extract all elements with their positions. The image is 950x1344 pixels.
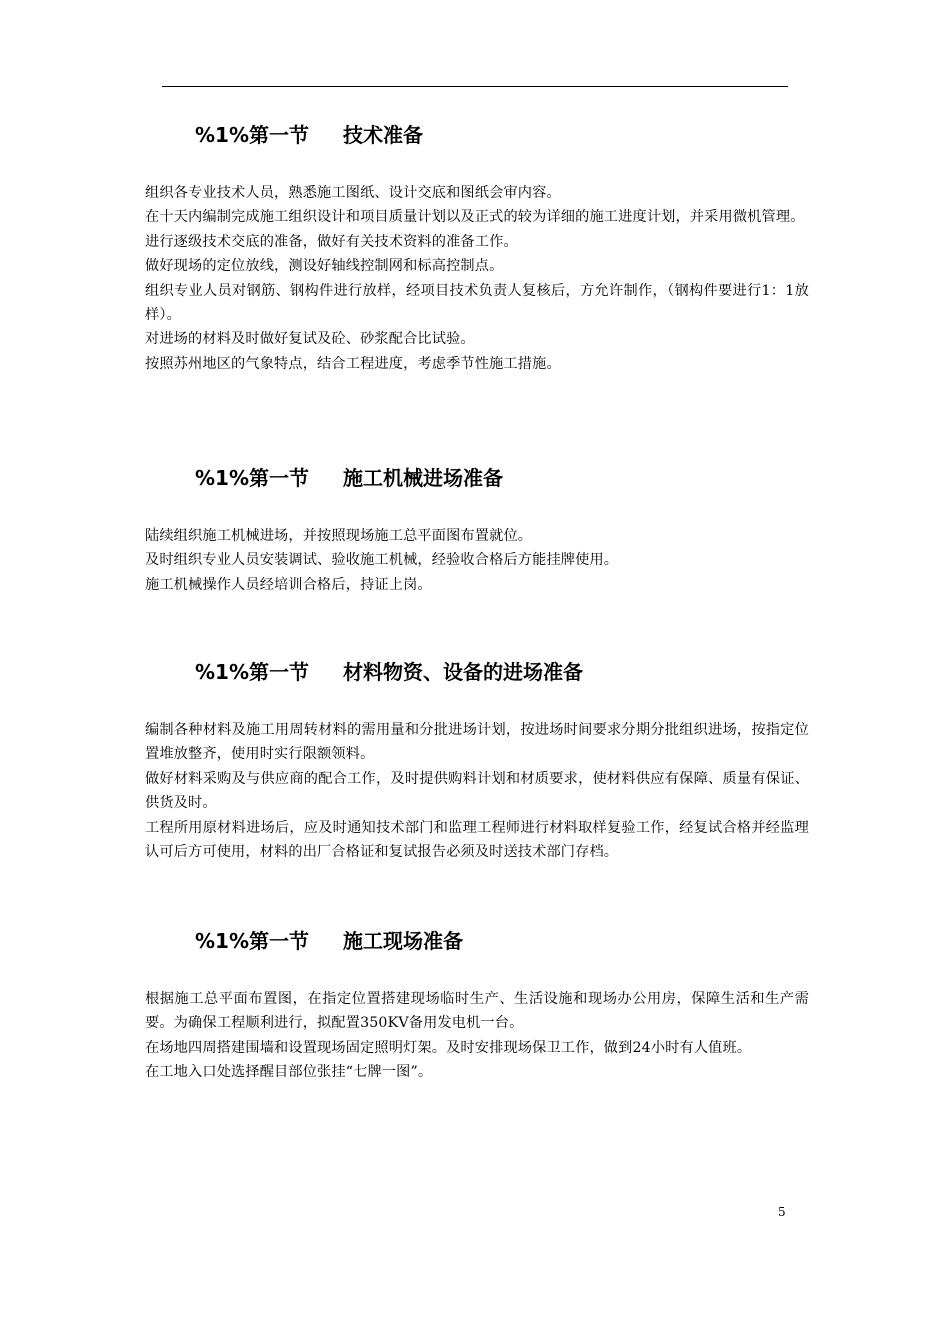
- page-number: 5: [778, 1205, 786, 1219]
- paragraph: 在工地入口处选择醒目部位张挂“七牌一图”。: [145, 1064, 433, 1081]
- heading-prefix: %1%第一节: [195, 929, 309, 953]
- section-heading: [195, 120, 809, 150]
- heading-prefix: %1%第一节: [195, 466, 309, 490]
- paragraph: 按照苏州地区的气象特点，结合工程进度，考虑季节性施工措施。: [145, 355, 561, 372]
- paragraph: 编制各种材料及施工用周转材料的需用量和分批进场计划，按进场时间要求分期分批组织进场，按指定位置堆放整齐，使用时实行限额领料。: [145, 722, 809, 763]
- paragraph: 对进场的材料及时做好复试及砼、砂浆配合比试验。: [145, 331, 475, 348]
- paragraph: 根据施工总平面布置图，在指定位置搭建现场临时生产、生活设施和现场办公用房，保障生活和生产需要。为确保工程顺利进行，拟配置350KV备用发电机一台。: [145, 991, 809, 1032]
- heading-prefix: %1%第一节: [195, 660, 309, 684]
- paragraph: 组织各专业技术人员，熟悉施工图纸、设计交底和图纸会审内容。: [145, 185, 561, 201]
- section-materials-preparation: [145, 657, 809, 864]
- paragraph: 做好材料采购及与供应商的配合工作，及时提供购料计划和材质要求，使材料供应有保障、质量有保证、供货及时。: [145, 770, 809, 812]
- section-heading: [195, 657, 809, 687]
- heading-title: 施工现场准备: [343, 929, 463, 953]
- paragraph: 陆续组织施工机械进场，并按照现场施工总平面图布置就位。: [145, 528, 533, 544]
- paragraph: 做好现场的定位放线，测设好轴线控制网和标高控制点。: [145, 258, 504, 275]
- heading-title: 材料物资、设备的进场准备: [343, 660, 583, 684]
- header-rule: [162, 86, 788, 87]
- paragraph: 及时组织专业人员安装调试、验收施工机械，经验收合格后方能挂牌使用。: [145, 552, 619, 569]
- paragraph: 在场地四周搭建围墙和设置现场固定照明灯架。及时安排现场保卫工作，做到24小时有人值班。: [145, 1039, 752, 1056]
- paragraph: 工程所用原材料进场后，应及时通知技术部门和监理工程师进行材料取样复验工作，经复试合格并经监理认可后方可使用，材料的出厂合格证和复试报告必须及时送技术部门存档。: [145, 819, 809, 861]
- section-heading: [195, 463, 809, 493]
- paragraph: 施工机械操作人员经培训合格后，持证上岗。: [145, 576, 432, 593]
- paragraph: 组织专业人员对钢筋、钢构件进行放样，经项目技术负责人复核后，方允许制作，（钢构件要进行1：1放样）。: [145, 282, 809, 324]
- heading-prefix: %1%第一节: [195, 123, 309, 147]
- section-machinery-preparation: [145, 463, 809, 597]
- section-technical-preparation: [145, 120, 809, 376]
- section-site-preparation: [145, 926, 809, 1085]
- heading-title: 技术准备: [343, 123, 423, 147]
- heading-title: 施工机械进场准备: [343, 466, 503, 490]
- paragraph: 在十天内编制完成施工组织设计和项目质量计划以及正式的较为详细的施工进度计划，并采用微机管理。: [145, 209, 805, 226]
- section-heading: [195, 926, 809, 956]
- paragraph: 进行逐级技术交底的准备，做好有关技术资料的准备工作。: [145, 233, 518, 250]
